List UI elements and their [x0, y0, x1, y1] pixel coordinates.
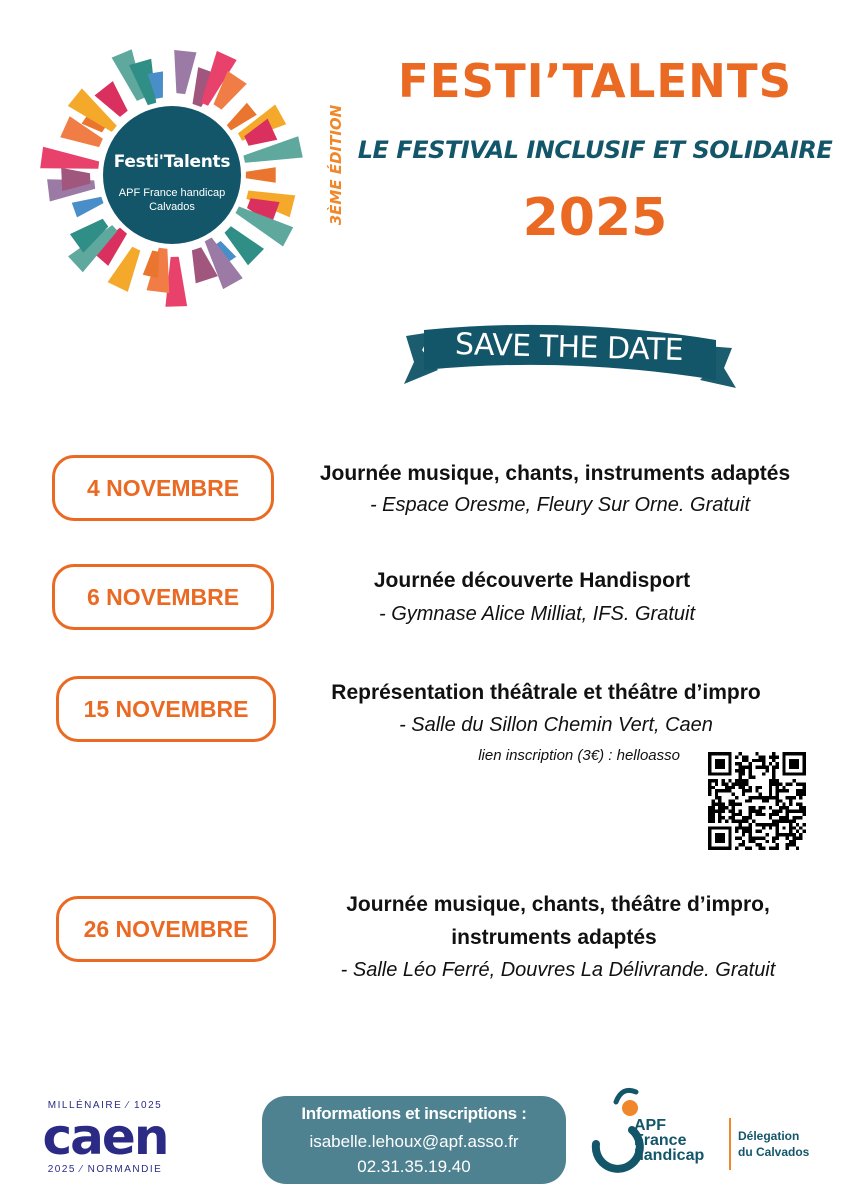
apf-delegation-line2: du Calvados [738, 1145, 810, 1159]
apf-line2: France [634, 1132, 687, 1149]
sunburst-ray [174, 50, 196, 94]
apf-head-icon [622, 1100, 638, 1116]
logo-dept: Calvados [149, 201, 195, 213]
sunburst-ray [143, 251, 159, 279]
apf-delegation [738, 1128, 809, 1160]
event-location: - Espace Oresme, Fleury Sur Orne. Gratuit [369, 494, 751, 516]
event-title: Journée découverte Handisport [373, 569, 691, 592]
contact-email[interactable]: isabelle.lehoux@apf.asso.fr [309, 1132, 519, 1151]
apf-wordmark [634, 1118, 704, 1163]
event-title-line2: instruments adaptés [451, 926, 657, 949]
caen-logo-bottom-text: 2025 ⁄ NORMANDIE [47, 1164, 163, 1175]
caen-millenaire-logo [22, 1098, 188, 1180]
event-title: Représentation théâtrale et théâtre d’impro [331, 681, 761, 704]
event-location: - Gymnase Alice Milliat, IFS. Gratuit [379, 603, 695, 625]
qr-code[interactable] [708, 752, 806, 850]
registration-note: lien inscription (3€) : helloasso [478, 747, 680, 764]
save-the-date-text: SAVE THE DATE [454, 327, 684, 368]
event-location: - Salle Léo Ferré, Douvres La Délivrande. Gratuit [340, 959, 776, 981]
caen-word: caen [42, 1114, 168, 1160]
logo-subtitle [103, 186, 241, 214]
contact-heading: Informations et inscriptions : [301, 1104, 527, 1123]
sunburst-ray [40, 147, 99, 169]
edition-label: 3ÈME ÉDITION [327, 104, 345, 226]
sunburst-ray [72, 197, 104, 218]
festival-subtitle: LE FESTIVAL INCLUSIF ET SOLIDAIRE [357, 136, 833, 164]
event-date-badge: 6 NOVEMBRE [52, 564, 274, 630]
logo-org: APF France handicap [118, 187, 226, 199]
event-date-badge: 4 NOVEMBRE [52, 455, 274, 521]
caen-logo-top-text: MILLÉNAIRE ⁄ 1025 [47, 1100, 163, 1111]
apf-line1: APF [634, 1117, 666, 1134]
caen-wordmark [24, 1114, 186, 1160]
event-date-badge: 26 NOVEMBRE [56, 896, 276, 962]
logo-title: Festi'Talents [113, 152, 231, 172]
contact-phone[interactable]: 02.31.35.19.40 [357, 1157, 471, 1176]
apf-delegation-line1: Délegation [738, 1129, 800, 1143]
sunburst-ray [246, 167, 276, 183]
event-title: Journée musique, chants, instruments adaptés [319, 462, 791, 485]
event-title-line1: Journée musique, chants, théâtre d’impro, [346, 893, 770, 916]
contact-box [262, 1096, 566, 1184]
event-location: - Salle du Sillon Chemin Vert, Caen [399, 714, 713, 736]
festitalents-logo [30, 36, 310, 308]
apf-separator [729, 1118, 731, 1170]
apf-line3: handicap [634, 1147, 705, 1164]
logo-circle [103, 106, 241, 244]
festival-year: 2025 [522, 188, 668, 248]
event-date-badge: 15 NOVEMBRE [56, 676, 276, 742]
festival-title: FESTI’TALENTS [397, 54, 793, 108]
